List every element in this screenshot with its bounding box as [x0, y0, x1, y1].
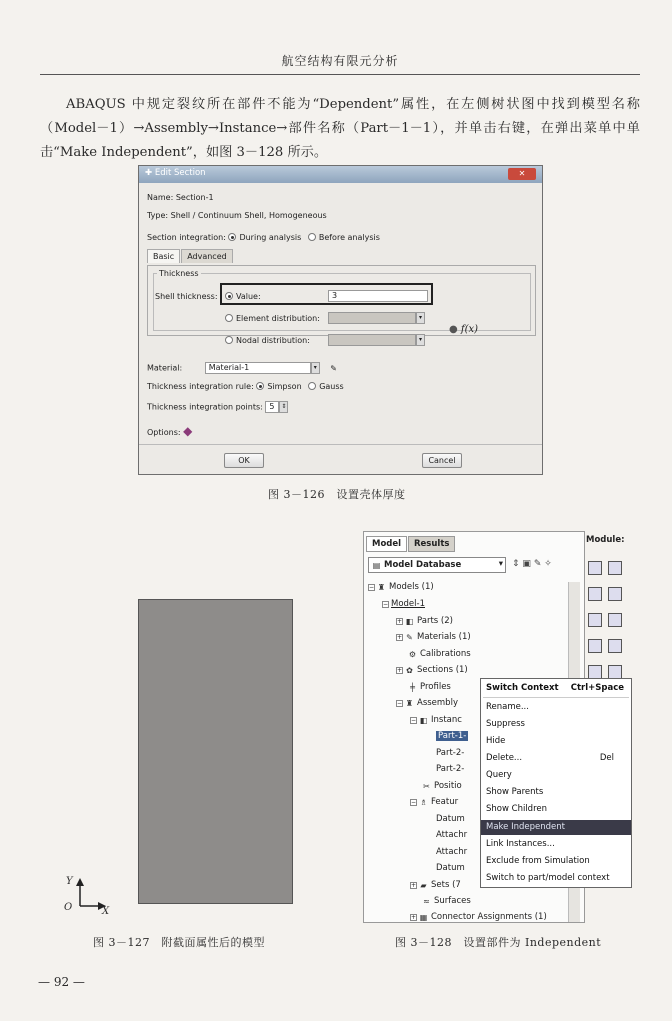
menu-item-make-independent[interactable]: Make Independent	[481, 820, 631, 835]
rule-label: Thickness integration rule:	[147, 382, 254, 391]
sort-icon[interactable]: ⇕	[512, 559, 520, 569]
create-material-icon[interactable]: ✎	[330, 363, 337, 373]
integration-row	[147, 233, 380, 242]
materials-icon: ✎	[406, 633, 413, 642]
button-divider	[139, 444, 542, 445]
rule-row	[147, 382, 344, 391]
surfaces-icon: ≈	[423, 897, 430, 906]
dialog-title-bar	[139, 166, 542, 183]
nodal-dist-field-wrap	[328, 334, 425, 346]
assembly-icon: ♜	[405, 699, 414, 708]
tab-results[interactable]: Results	[408, 536, 455, 552]
highlight-icon[interactable]: ✧	[544, 559, 552, 569]
element-dist-radio[interactable]	[225, 314, 233, 322]
edit-section-dialog	[138, 165, 543, 475]
name-label: Name:	[147, 193, 174, 202]
nodal-dist-label: Nodal distribution:	[236, 336, 310, 345]
options-label: Options:	[147, 428, 181, 437]
dialog-tabs	[147, 249, 234, 263]
points-spinner[interactable]: 5	[265, 401, 279, 413]
fx-label: f(x)	[460, 324, 479, 335]
model-shell-part	[138, 599, 293, 904]
menu-item-hide[interactable]: Hide	[486, 736, 506, 746]
gauss-radio[interactable]	[308, 382, 316, 390]
menu-item-delete[interactable]: Delete... Del	[486, 753, 614, 763]
tree-item-surfaces[interactable]: ≈ Surfaces	[423, 896, 471, 906]
body-paragraph: ABAQUS 中规定裂纹所在部件不能为“Dependent”属性，在左侧树状图中找到模型名称（Model－1）→Assembly→Instance→部件名称（Part－1－1），并单击右键，在弹出菜单中单击“Make Independent”，如图 3－128 所示。	[40, 97, 640, 160]
gauss-label: Gauss	[319, 382, 344, 391]
database-icon: ▤	[372, 561, 381, 570]
during-analysis-label: During analysis	[239, 233, 302, 242]
menu-item-show-parents[interactable]: Show Parents	[486, 787, 544, 797]
before-analysis-radio[interactable]	[308, 233, 316, 241]
menu-item-switch-part[interactable]: Switch to part/model context	[486, 873, 610, 883]
tree-item-model-1[interactable]: − Model-1	[383, 599, 425, 609]
coordinate-axes	[64, 876, 124, 920]
nodal-dist-option	[225, 336, 310, 345]
profiles-icon: ╪	[410, 683, 415, 692]
element-dist-field-wrap	[328, 312, 425, 324]
caption-fig-126: 图 3－126 设置壳体厚度	[268, 488, 406, 501]
ok-button[interactable]: OK	[224, 453, 264, 468]
close-icon[interactable]: ✕	[508, 168, 536, 180]
type-value: Shell / Continuum Shell, Homogeneous	[170, 211, 327, 220]
type-row	[147, 211, 327, 220]
element-dist-label: Element distribution:	[236, 314, 320, 323]
element-dist-option	[225, 314, 320, 323]
chevron-down-icon: ▾	[498, 559, 503, 569]
type-label: Type:	[147, 211, 169, 220]
material-select[interactable]: Material-1	[205, 362, 311, 374]
menu-separator	[483, 697, 629, 698]
header-rule	[40, 74, 640, 75]
tool-icon[interactable]	[588, 561, 602, 575]
connector-icon: ▦	[419, 913, 428, 922]
tree-item-attachment-1[interactable]: Attachr	[436, 830, 468, 840]
options-row	[147, 424, 192, 438]
tree-item-sections[interactable]: + ✿ Sections (1)	[397, 665, 468, 675]
points-row	[147, 401, 288, 413]
tree-item-instances[interactable]: − ◧ Instanc	[411, 715, 462, 725]
thickness-group-label: Thickness	[159, 269, 199, 278]
x-axis-label: X	[102, 906, 110, 917]
switch-context-shortcut: Ctrl+Space	[570, 683, 624, 693]
options-icon[interactable]: ◆	[183, 424, 193, 438]
model-database-label: Model Database	[384, 560, 462, 570]
filter-icon[interactable]: ✎	[533, 559, 542, 569]
tree-item-parts[interactable]: + ◧ Parts (2)	[397, 616, 453, 626]
origin-label: O	[64, 902, 73, 913]
material-row	[147, 362, 337, 374]
tree-item-models[interactable]: − ♜ Models (1)	[369, 582, 434, 592]
nodal-dist-radio[interactable]	[225, 336, 233, 344]
caption-fig-127: 图 3－127 附截面属性后的模型	[93, 936, 265, 949]
menu-item-query[interactable]: Query	[486, 770, 512, 780]
module-label: Module:	[586, 535, 625, 545]
page-number: — 92 —	[38, 975, 85, 989]
menu-item-rename[interactable]: Rename...	[486, 702, 529, 712]
tool-icon[interactable]	[588, 639, 602, 653]
menu-item-suppress[interactable]: Suppress	[486, 719, 525, 729]
simpson-radio[interactable]	[256, 382, 264, 390]
tree-item-assembly[interactable]: − ♜ Assembly	[397, 698, 458, 708]
chevron-down-icon[interactable]: ▾	[311, 362, 320, 374]
name-value: Section-1	[175, 193, 214, 202]
dialog-title: Edit Section	[154, 168, 206, 178]
features-icon: ♗	[419, 798, 428, 807]
element-dist-select	[328, 312, 416, 324]
tool-icon[interactable]	[608, 665, 622, 679]
value-highlight-box	[220, 283, 433, 305]
simpson-label: Simpson	[267, 382, 302, 391]
spheres-icon: ●	[449, 324, 458, 335]
tool-icon[interactable]	[608, 561, 622, 575]
menu-item-switch-context[interactable]: Switch Context Ctrl+Space	[486, 683, 624, 693]
tree-item-sets[interactable]: + ▰ Sets (7	[411, 880, 461, 890]
tool-icon[interactable]	[588, 613, 602, 627]
app-icon: ✚	[145, 168, 155, 178]
calibrations-icon: ⚙	[408, 650, 417, 659]
analytical-field-button[interactable]	[449, 324, 478, 335]
menu-item-show-children[interactable]: Show Children	[486, 804, 548, 814]
nodal-dist-select	[328, 334, 416, 346]
cancel-button[interactable]: Cancel	[422, 453, 462, 468]
tool-icon[interactable]	[608, 613, 622, 627]
tool-icon[interactable]	[608, 587, 622, 601]
delete-shortcut: Del	[599, 753, 614, 763]
points-label: Thickness integration points:	[147, 402, 263, 412]
tree-item-datum-2[interactable]: Datum	[436, 863, 465, 873]
sets-icon: ▰	[420, 881, 427, 890]
model-database-select[interactable]	[368, 557, 506, 573]
sections-icon: ✿	[406, 666, 413, 675]
models-icon: ♜	[377, 583, 386, 592]
tree-item-features[interactable]: − ♗ Featur	[411, 797, 459, 807]
tree-item-position[interactable]: ✂ Positio	[423, 781, 462, 791]
tree-toolbar	[512, 559, 552, 569]
position-icon: ✂	[423, 782, 430, 791]
spinner-arrows-icon[interactable]: ⇕	[279, 401, 288, 413]
integration-label: Section integration:	[147, 233, 226, 242]
tree-item-connector-assignments[interactable]: + ▦ Connector Assignments (1)	[411, 912, 547, 922]
during-analysis-radio[interactable]	[228, 233, 236, 241]
caption-fig-128: 图 3－128 设置部件为 Independent	[395, 936, 602, 949]
parts-icon: ◧	[405, 617, 414, 626]
tab-basic[interactable]: Basic	[147, 249, 180, 263]
expand-icon[interactable]: ▣	[522, 559, 531, 569]
y-axis-label: Y	[66, 876, 73, 887]
chevron-down-icon: ▾	[416, 334, 425, 346]
tool-icon[interactable]	[588, 665, 602, 679]
tree-item-part-2-1[interactable]: Part-2-	[436, 748, 465, 758]
name-row	[147, 193, 214, 202]
tree-item-materials[interactable]: + ✎ Materials (1)	[397, 632, 471, 642]
thickness-value-input[interactable]: 3	[328, 290, 428, 302]
chevron-down-icon: ▾	[416, 312, 425, 324]
shell-thickness-label: Shell thickness:	[155, 292, 218, 301]
tab-advanced[interactable]: Advanced	[181, 249, 233, 263]
tree-item-attachment-2[interactable]: Attachr	[436, 847, 468, 857]
menu-item-exclude[interactable]: Exclude from Simulation	[486, 856, 590, 866]
tree-item-part-1-1[interactable]: Part-1-	[438, 731, 467, 741]
tool-icon[interactable]	[588, 587, 602, 601]
axes-triad-icon	[64, 876, 124, 920]
tool-icon[interactable]	[608, 639, 622, 653]
running-header: 航空结构有限元分析	[281, 54, 399, 68]
material-label: Material:	[147, 363, 183, 373]
tree-item-profiles[interactable]: ╪ Profiles	[408, 682, 451, 692]
before-analysis-label: Before analysis	[318, 233, 380, 242]
tree-item-datum-1[interactable]: Datum	[436, 814, 465, 824]
context-menu	[480, 678, 632, 888]
instances-icon: ◧	[419, 716, 428, 725]
tree-item-calibrations[interactable]: ⚙ Calibrations	[408, 649, 471, 659]
menu-item-link-instances[interactable]: Link Instances...	[486, 839, 555, 849]
value-label: Value:	[236, 292, 261, 301]
tab-model[interactable]: Model	[366, 536, 407, 552]
tree-item-part-2-2[interactable]: Part-2-	[436, 764, 465, 774]
